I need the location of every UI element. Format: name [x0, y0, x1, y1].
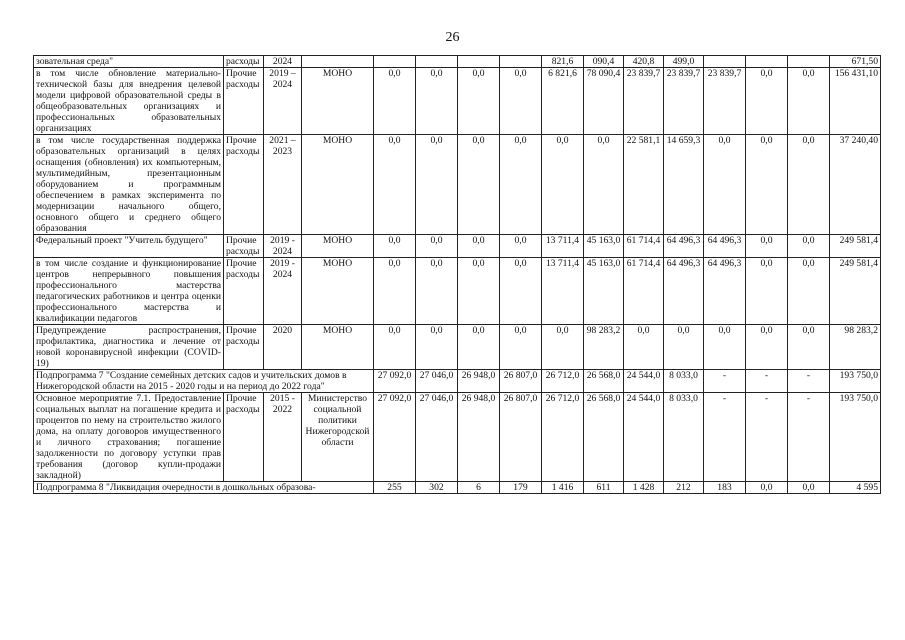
period-cell: 2021 – 2023 — [264, 135, 302, 235]
value-cell: - — [746, 393, 788, 482]
table-row — [34, 370, 881, 393]
value-cell: 8 033,0 — [664, 370, 704, 393]
value-cell: 0,0 — [704, 135, 746, 235]
executor-cell: Министерство социальной политики Нижегородской области — [302, 393, 374, 482]
value-cell: 0,0 — [416, 68, 458, 135]
value-cell: 0,0 — [788, 135, 830, 235]
value-cell: 0,0 — [374, 325, 416, 370]
total-cell: 37 240,40 — [830, 135, 881, 235]
value-cell — [746, 56, 788, 68]
value-cell: - — [788, 393, 830, 482]
table-row — [34, 258, 881, 325]
value-cell: 0,0 — [374, 235, 416, 258]
executor-cell: МОНО — [302, 258, 374, 325]
source-cell: Прочие расходы — [224, 258, 264, 325]
table-row — [34, 235, 881, 258]
value-cell: 179 — [500, 482, 542, 494]
value-cell: 0,0 — [374, 258, 416, 325]
value-cell: 0,0 — [458, 258, 500, 325]
table-row — [34, 56, 881, 68]
value-cell: 64 496,3 — [664, 258, 704, 325]
subprogram-name-cell: Подпрограмма 8 "Ликвидация очередности в дошкольных образова- — [34, 482, 374, 494]
value-cell: 6 821,6 — [542, 68, 584, 135]
value-cell: 0,0 — [788, 235, 830, 258]
value-cell: 23 839,7 — [624, 68, 664, 135]
value-cell: 27 046,0 — [416, 370, 458, 393]
value-cell: 420,8 — [624, 56, 664, 68]
value-cell: 0,0 — [746, 325, 788, 370]
value-cell: 78 090,4 — [584, 68, 624, 135]
executor-cell: МОНО — [302, 235, 374, 258]
value-cell: 0,0 — [788, 68, 830, 135]
value-cell: 98 283,2 — [584, 325, 624, 370]
value-cell: 24 544,0 — [624, 370, 664, 393]
table-row — [34, 393, 881, 482]
value-cell — [458, 56, 500, 68]
value-cell: 0,0 — [458, 68, 500, 135]
value-cell: 23 839,7 — [664, 68, 704, 135]
value-cell: 14 659,3 — [664, 135, 704, 235]
value-cell: 0,0 — [500, 68, 542, 135]
value-cell: 22 581,1 — [624, 135, 664, 235]
value-cell: 0,0 — [458, 235, 500, 258]
value-cell: - — [704, 370, 746, 393]
value-cell: 0,0 — [788, 482, 830, 494]
total-cell: 249 581,4 — [830, 235, 881, 258]
value-cell: 0,0 — [374, 68, 416, 135]
executor-cell — [302, 56, 374, 68]
value-cell: 23 839,7 — [704, 68, 746, 135]
value-cell: 8 033,0 — [664, 393, 704, 482]
total-cell: 4 595 — [830, 482, 881, 494]
value-cell: 0,0 — [746, 258, 788, 325]
total-cell: 98 283,2 — [830, 325, 881, 370]
value-cell: - — [704, 393, 746, 482]
value-cell: 27 092,0 — [374, 370, 416, 393]
value-cell — [416, 56, 458, 68]
value-cell: 821,6 — [542, 56, 584, 68]
total-cell: 671,50 — [830, 56, 881, 68]
period-cell: 2015 - 2022 — [264, 393, 302, 482]
row-name-cell: Основное мероприятие 7.1. Предоставление социальных выплат на погашение кредита и процентов по нему на строительство жилого дома, на оплату договоров имущественного и личного страхования; погашение задолженности по договору уступки прав требования (договор купли-продажи закладной) — [34, 393, 224, 482]
value-cell: 6 — [458, 482, 500, 494]
value-cell: 64 496,3 — [704, 235, 746, 258]
value-cell: 0,0 — [664, 325, 704, 370]
table-row — [34, 135, 881, 235]
value-cell: 27 046,0 — [416, 393, 458, 482]
value-cell — [788, 56, 830, 68]
value-cell: 0,0 — [374, 135, 416, 235]
total-cell: 193 750,0 — [830, 393, 881, 482]
period-cell: 2024 — [264, 56, 302, 68]
value-cell: 61 714,4 — [624, 235, 664, 258]
row-name-cell: зовательная среда" — [34, 56, 224, 68]
value-cell: 1 428 — [624, 482, 664, 494]
period-cell: 2019 – 2024 — [264, 68, 302, 135]
value-cell: 26 948,0 — [458, 393, 500, 482]
value-cell: 0,0 — [542, 325, 584, 370]
value-cell: 0,0 — [458, 325, 500, 370]
value-cell: 45 163,0 — [584, 235, 624, 258]
value-cell: 212 — [664, 482, 704, 494]
value-cell: 0,0 — [416, 258, 458, 325]
value-cell: 0,0 — [746, 68, 788, 135]
source-cell: Прочие расходы — [224, 68, 264, 135]
value-cell: 302 — [416, 482, 458, 494]
row-name-cell: в том числе создание и функционирование центров непрерывного повышения профессионального мастерства педагогических работников и центра оценки профессионального мастерства и квалификации педагогов — [34, 258, 224, 325]
row-name-cell: в том числе государственная поддержка образовательных организаций в целях оснащения (обновления) их компьютерным, мультимедийным, презентационным оборудованием и программным обеспечением в рамках эксперимента по модернизации начального общего, основного общего и среднего общего образования — [34, 135, 224, 235]
value-cell: 611 — [584, 482, 624, 494]
total-cell: 193 750,0 — [830, 370, 881, 393]
value-cell — [374, 56, 416, 68]
value-cell: 0,0 — [624, 325, 664, 370]
value-cell: 0,0 — [416, 235, 458, 258]
value-cell: 61 714,4 — [624, 258, 664, 325]
row-name-cell: Федеральный проект "Учитель будущего" — [34, 235, 224, 258]
value-cell — [500, 56, 542, 68]
value-cell: 64 496,3 — [664, 235, 704, 258]
value-cell: 255 — [374, 482, 416, 494]
value-cell: - — [788, 370, 830, 393]
value-cell: 0,0 — [746, 135, 788, 235]
value-cell: 13 711,4 — [542, 258, 584, 325]
value-cell: 26 568,0 — [584, 370, 624, 393]
period-cell: 2019 - 2024 — [264, 235, 302, 258]
value-cell: 24 544,0 — [624, 393, 664, 482]
row-name-cell: Предупреждение распространения, профилактика, диагностика и лечение от новой коронавирусной инфекции (COVID-19) — [34, 325, 224, 370]
value-cell — [704, 56, 746, 68]
source-cell: расходы — [224, 56, 264, 68]
value-cell: 26 568,0 — [584, 393, 624, 482]
executor-cell: МОНО — [302, 325, 374, 370]
total-cell: 156 431,10 — [830, 68, 881, 135]
row-name-cell: в том числе обновление материально-технической базы для внедрения целевой модели цифровой образовательной среды в общеобразовательных организациях и профессиональных образовательных организациях — [34, 68, 224, 135]
value-cell: 0,0 — [500, 235, 542, 258]
value-cell: 26 807,0 — [500, 370, 542, 393]
value-cell: 0,0 — [788, 325, 830, 370]
page-number: 26 — [445, 30, 460, 45]
value-cell: 0,0 — [458, 135, 500, 235]
value-cell: 64 496,3 — [704, 258, 746, 325]
period-cell: 2020 — [264, 325, 302, 370]
period-cell: 2019 - 2024 — [264, 258, 302, 325]
source-cell: Прочие расходы — [224, 235, 264, 258]
value-cell: 27 092,0 — [374, 393, 416, 482]
value-cell: 26 948,0 — [458, 370, 500, 393]
value-cell: 26 807,0 — [500, 393, 542, 482]
value-cell: 0,0 — [746, 235, 788, 258]
value-cell: 183 — [704, 482, 746, 494]
budget-table — [33, 55, 881, 494]
value-cell: 090,4 — [584, 56, 624, 68]
value-cell: 0,0 — [500, 325, 542, 370]
subprogram-name-cell: Подпрограмма 7 "Создание семейных детских садов и учительских домов в Нижегородской области на 2015 - 2020 годы и на период до 2022 года" — [34, 370, 374, 393]
value-cell: 13 711,4 — [542, 235, 584, 258]
value-cell: 499,0 — [664, 56, 704, 68]
table-row — [34, 482, 881, 494]
total-cell: 249 581,4 — [830, 258, 881, 325]
value-cell: 26 712,0 — [542, 393, 584, 482]
executor-cell: МОНО — [302, 135, 374, 235]
value-cell: 0,0 — [500, 258, 542, 325]
value-cell: 0,0 — [416, 135, 458, 235]
value-cell: 26 712,0 — [542, 370, 584, 393]
value-cell: 0,0 — [746, 482, 788, 494]
value-cell: 0,0 — [416, 325, 458, 370]
value-cell: 45 163,0 — [584, 258, 624, 325]
source-cell: Прочие расходы — [224, 135, 264, 235]
value-cell: 0,0 — [500, 135, 542, 235]
value-cell: - — [746, 370, 788, 393]
table-row — [34, 68, 881, 135]
executor-cell: МОНО — [302, 68, 374, 135]
value-cell: 0,0 — [584, 135, 624, 235]
value-cell: 0,0 — [542, 135, 584, 235]
source-cell: Прочие расходы — [224, 393, 264, 482]
table-row — [34, 325, 881, 370]
value-cell: 0,0 — [704, 325, 746, 370]
value-cell: 1 416 — [542, 482, 584, 494]
value-cell: 0,0 — [788, 258, 830, 325]
source-cell: Прочие расходы — [224, 325, 264, 370]
